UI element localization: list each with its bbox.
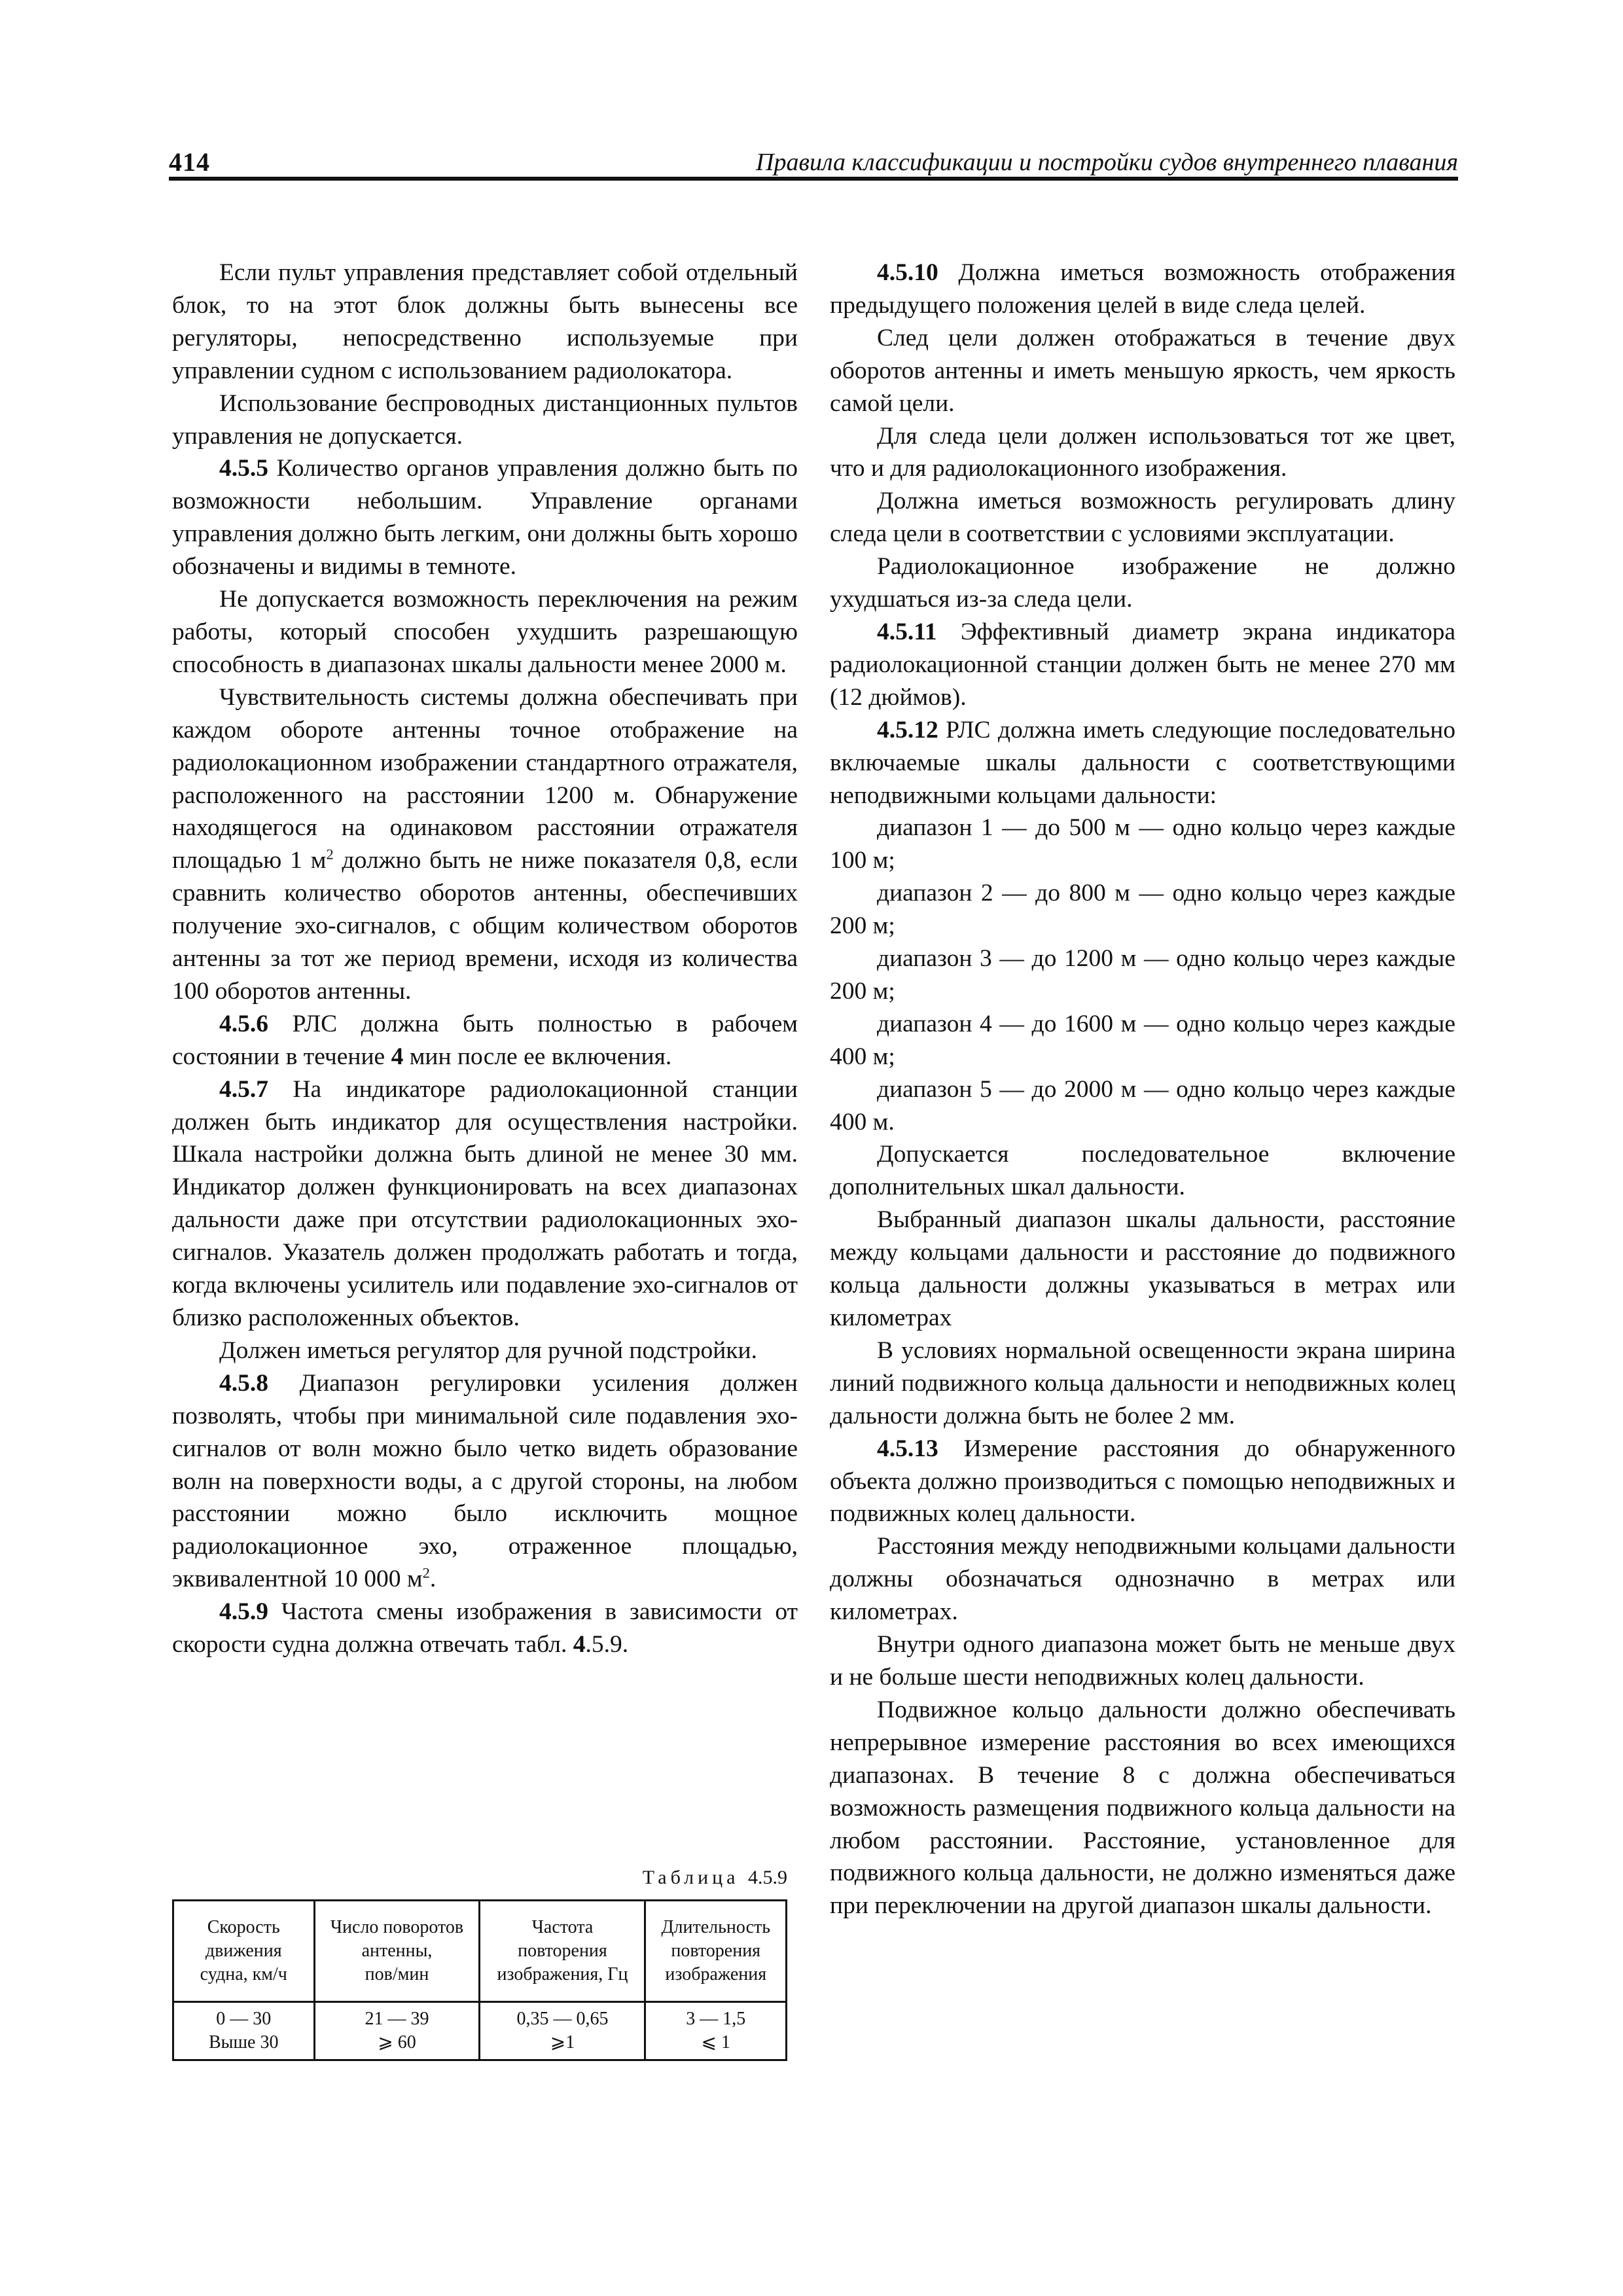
table-row — [173, 2002, 787, 2060]
table-header-cell: Скорость движения судна, км/ч — [173, 1901, 315, 2002]
paragraph: Чувствительность системы должна обеспечивать при каждом обороте антенны точное отображение на радиолокационном изображении стандартного отражателя, расположенного на расстоянии 1200 м. Обнаружение находящегося на одинаковом расстоянии отражателя площадью 1 $м^2$ должно быть не ниже показателя 0,8, если сравнить количество оборотов антенны, обеспечивших получение эхо-сигналов, с общим количеством оборотов антенны за тот же период времени, исходя из количества 100 оборотов антенны. — [172, 683, 798, 1005]
paragraph: 4.5.6 РЛС должна быть полностью в рабочем состоянии в течение 4 мин после ее включения. — [172, 1010, 798, 1070]
section-number: 4.5.12 — [877, 716, 938, 744]
range-item: диапазон 2 — до 800 м — одно кольцо через каждые 200 м; — [830, 880, 1455, 940]
range-item: диапазон 5 — до 2000 м — одно кольцо через каждые 400 м. — [830, 1075, 1455, 1136]
section-number: 4.5.13 — [877, 1435, 938, 1462]
section-number: 4.5.8 — [219, 1369, 268, 1397]
paragraph: След цели должен отображаться в течение двух оборотов антенны и иметь меньшую яркость, чем яркость самой цели. — [830, 324, 1455, 417]
paragraph: Должна иметься возможность регулировать длину следа цели в соответствии с условиями эксплуатации. — [830, 488, 1455, 548]
paragraph: 4.5.12 РЛС должна иметь следующие последовательно включаемые шкалы дальности с соответствующими неподвижными кольцами дальности: — [830, 716, 1456, 809]
range-item: диапазон 4 — до 1600 м — одно кольцо через каждые 400 м; — [830, 1010, 1455, 1070]
table-header-cell: Число поворотов антенны, пов/мин — [314, 1901, 480, 2002]
paragraph: 4.5.9 Частота смены изображения в зависимости от скорости судна должна отвечать табл. 4.5.9. — [172, 1598, 798, 1659]
right-column — [830, 257, 1455, 1922]
data-table — [172, 1899, 787, 2061]
section-number: 4.5.9 — [219, 1598, 268, 1626]
paragraph: Использование беспроводных дистанционных пультов управления не допускается. — [172, 389, 798, 450]
paragraph: Выбранный диапазон шкалы дальности, расстояние между кольцами дальности и расстояние до подвижного кольца дальности должны указываться в метрах или километрах — [830, 1206, 1455, 1331]
section-number: 4.5.5 — [219, 455, 268, 482]
paragraph: Не допускается возможность переключения на режим работы, который способен ухудшить разрешающую способность в диапазонах шкалы дальности менее 2000 м. — [172, 586, 798, 678]
paragraph: В условиях нормальной освещенности экрана ширина линий подвижного кольца дальности и неподвижных колец дальности должна быть не более 2 мм. — [830, 1336, 1455, 1429]
paragraph: Радиолокационное изображение не должно ухудшаться из-за следа цели. — [830, 553, 1455, 613]
paragraph: 4.5.10 Должна иметься возможность отображения предыдущего положения целей в виде следа целей. — [830, 259, 1456, 319]
page-number: 414 — [169, 147, 210, 177]
table-cell: 0 — 30 Выше 30 — [173, 2002, 315, 2060]
paragraph: 4.5.5 Количество органов управления должно быть по возможности небольшим. Управление органами управления должно быть легким, они должны быть хорошо обозначены и видимы в темноте. — [172, 455, 798, 581]
paragraph: Должен иметься регулятор для ручной подстройки. — [219, 1336, 757, 1364]
paragraph: 4.5.13 Измерение расстояния до обнаруженного объекта должно производиться с помощью неподвижных и подвижных колец дальности. — [830, 1435, 1455, 1528]
table-cell: 21 — 39 ⩾ 60 — [314, 2002, 480, 2060]
running-title: Правила классификации и постройки судов внутреннего плавания — [756, 149, 1458, 176]
table-cell: 3 — 1,5 ⩽ 1 — [645, 2002, 787, 2060]
paragraph: 4.5.7 На индикаторе радиолокационной станции должен быть индикатор для осуществления настройки. Шкала настройки должна быть длиной не менее 30 мм. Индикатор должен функционировать на всех диапазонах дальности даже при отсутствии радиолокационных эхо-сигналов. Указатель должен продолжать работать и тогда, когда включены усилитель или подавление эхо-сигналов от близко расположенных объектов. — [172, 1075, 798, 1331]
table-header-row — [173, 1901, 787, 2002]
paragraph: Расстояния между неподвижными кольцами дальности должны обозначаться однозначно в метрах или километрах. — [830, 1533, 1455, 1626]
section-number: 4.5.11 — [877, 618, 937, 645]
table-header-cell: Длительность повторения изображения — [645, 1901, 787, 2002]
paragraph: Для следа цели должен использоваться тот же цвет, что и для радиолокационного изображения. — [830, 422, 1455, 482]
range-item: диапазон 3 — до 1200 м — одно кольцо через каждые 200 м; — [830, 945, 1455, 1005]
paragraph: 4.5.8 Диапазон регулировки усиления должен позволять, чтобы при минимальной силе подавления эхо-сигналов от волн можно было четко видеть образование волн на поверхности воды, а с другой стороны, на любом расстоянии можно было исключить мощное радиолокационное эхо, отраженное площадью, эквивалентной 10 000 $м^2$. — [172, 1369, 798, 1593]
section-number: 4.5.7 — [219, 1075, 268, 1103]
paragraph: Внутри одного диапазона может быть не меньше двух и не больше шести неподвижных колец дальности. — [830, 1631, 1455, 1691]
paragraph: Если пульт управления представляет собой отдельный блок, то на этот блок должны быть вынесены все регуляторы, непосредственно используемые при управлении судном с использованием радиолокатора. — [172, 259, 798, 384]
paragraph: Допускается последовательное включение дополнительных шкал дальности. — [830, 1141, 1455, 1201]
section-number: 4.5.6 — [219, 1010, 268, 1037]
paragraph: 4.5.11 Эффективный диаметр экрана индикатора радиолокационной станции должен быть не менее 270 мм (12 дюймов). — [830, 618, 1456, 711]
table-cell: 0,35 — 0,65 ⩾1 — [480, 2002, 645, 2060]
range-item: диапазон 1 — до 500 м — одно кольцо через каждые 100 м; — [830, 814, 1455, 874]
paragraph: Подвижное кольцо дальности должно обеспечивать непрерывное измерение расстояния во всех имеющихся диапазонах. В течение 8 с должна обеспечиваться возможность размещения подвижного кольца дальности на любом расстоянии. Расстояние, установленное для подвижного кольца дальности, не должно изменяться даже при переключении на другой диапазон шкалы дальности. — [830, 1696, 1455, 1920]
left-column — [172, 257, 798, 1661]
section-number: 4.5.10 — [877, 259, 938, 286]
table-header-cell: Частота повторения изображения, Гц — [480, 1901, 645, 2002]
header-rule — [169, 177, 1458, 181]
page-header — [169, 145, 1458, 179]
table-caption: Таблица 4.5.9 — [642, 1867, 787, 1888]
